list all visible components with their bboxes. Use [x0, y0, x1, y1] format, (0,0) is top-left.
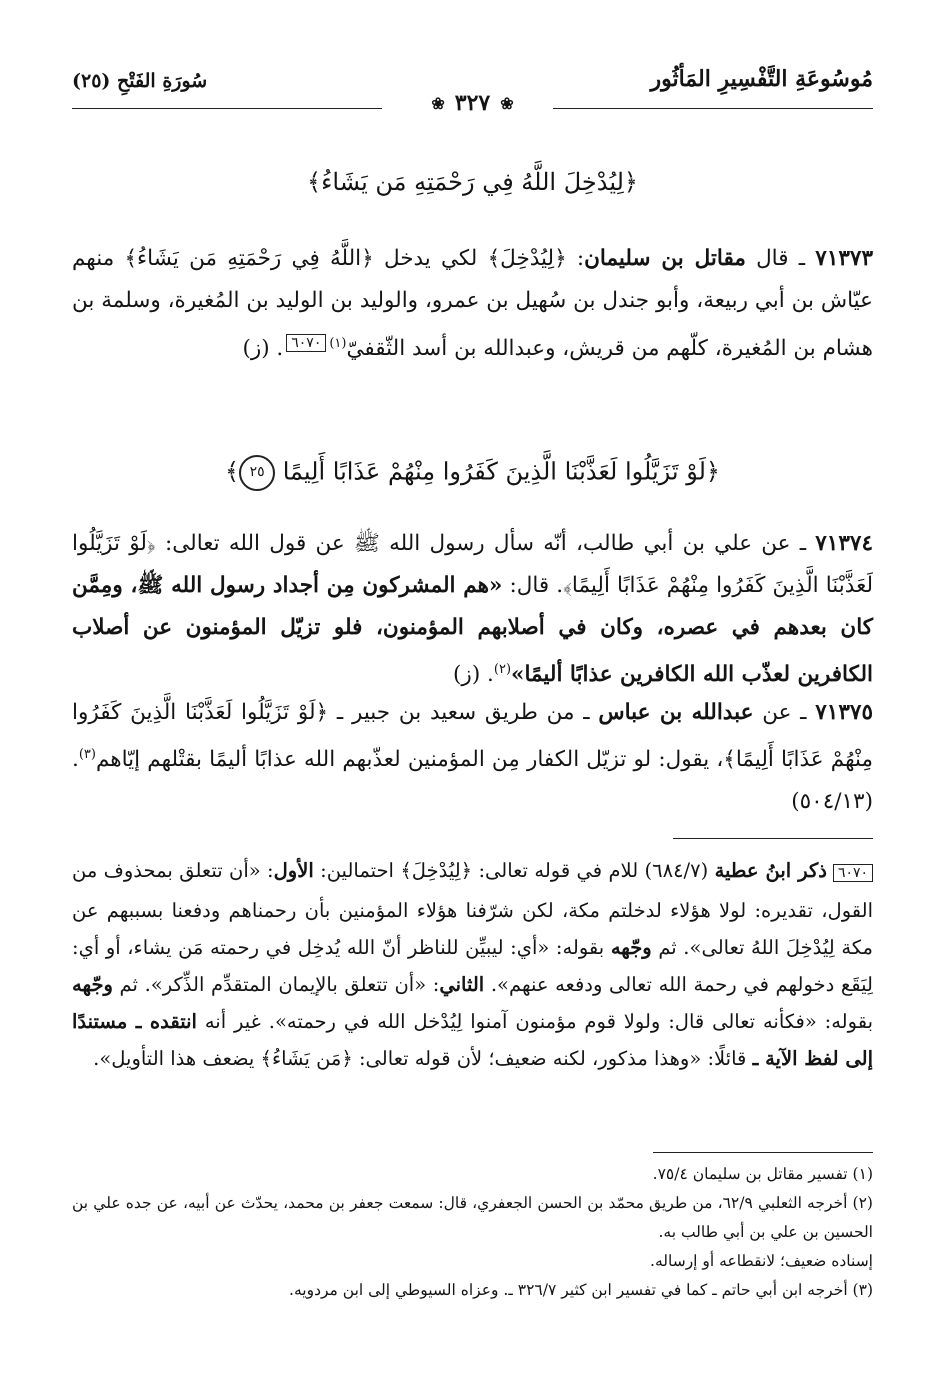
entry-text: ـ عن علي بن أبي طالب، أنّه سأل رسول الله ﷺ عن قول الله تعالى: ﴿لَوْ تَزَيَّلُوا لَعَذَّبْنَا الَّذِينَ كَفَرُوا مِنْهُمْ عَذَابًا أَلِيمًا﴾. قال: — [72, 531, 873, 598]
footnote-ref[interactable]: (٣) — [78, 747, 96, 762]
scholar-note — [72, 852, 873, 1077]
footnote-ref[interactable]: (١) — [329, 336, 347, 351]
note-text: بقوله: «أي: ليبيِّن للناظر أنّ الله يُدخِل في رحمته مَن يشاء، أو أي: لِيَقَع دخولهم في رحمة الله تعالى ودفعه عنهم». — [72, 936, 873, 996]
page-number-block — [431, 90, 513, 116]
entry-tail: . (ز) — [242, 336, 284, 362]
page-number: ٣٢٧ — [454, 90, 491, 116]
narration-entry-71373 — [72, 238, 873, 370]
section-divider — [673, 838, 873, 839]
book-title: مُوسُوعَةِ التَّفْسِيرِ المَأثُور — [650, 66, 873, 92]
narration-entry-71374 — [72, 523, 873, 696]
note-text: : «أن تتعلق بالإيمان المتقدِّم الذِّكر». ثم — [112, 973, 440, 996]
note-text: (٦٨٤/٧) للام في قوله تعالى: ﴿لِيُدْخِلَ﴾ احتمالين: — [313, 859, 715, 882]
entry-quote: «هم المشركون مِن أجداد رسول الله ﷺ، ومِمَّن كان بعدهم في عصره، وكان في أصلابهم المؤمنون، فلو تزيّل المؤمنون عن أصلاب الكافرين لعذّب الله الكافرين عذابًا أليمًا» — [72, 573, 873, 688]
ornament-icon: ❀ — [431, 93, 445, 113]
note-text: : «أن تتعلق بمحذوف من القول، تقديره: لولا هؤلاء لدخلتم مكة، لكن شرّفنا هؤلاء المؤمنين بأن رحمناهم ودفعنا بسببهم عن مكة لِيُدْخِلَ اللهُ تعالى». ثم — [72, 859, 873, 959]
verse-text: ﴿لِيُدْخِلَ اللَّهُ فِي رَحْمَتِهِ مَن يَشَاءُ﴾ — [307, 168, 638, 196]
footnote-item: (١) تفسير مقاتل بن سليمان ٧٥/٤. — [652, 1165, 873, 1183]
entry-tail: . (ز) — [453, 662, 494, 688]
ornament-icon: ❀ — [500, 93, 514, 113]
entry-number: ٧١٣٧٤ — [815, 531, 873, 556]
note-bold: وجّهه — [610, 936, 652, 959]
footnote-item: (٣) أخرجه ابن أبي حاتم ـ كما في تفسير ابن كثير ٣٢٦/٧ ـ. وعزاه السيوطي إلى ابن مردويه. — [289, 1281, 873, 1299]
note-code-box[interactable]: ٦٠٧٠ — [833, 864, 873, 882]
page-header — [72, 62, 873, 116]
entry-text: : ﴿لِيُدْخِلَ﴾ لكي يدخل ﴿اللَّهُ فِي رَحْمَتِهِ مَن يَشَاءُ﴾ منهم عيّاش بن أبي ربيعة، وأبو جندل بن سُهيل بن عمرو، والوليد بن الوليد بن المُغيرة، وسلمة بن هشام بن المُغيرة، كلّهم من قريش، وعبدالله بن أسد الثّقفيّ — [72, 246, 873, 362]
narration-entry-71375 — [72, 692, 873, 823]
entry-text: ـ من طريق سعيد بن جبير ـ ﴿لَوْ تَزَيَّلُوا لَعَذَّبْنَا الَّذِينَ كَفَرُوا مِنْهُمْ عَذَابًا أَلِيمًا﴾، يقول: لو تزيّل الكفار مِن المؤمنين لعذّبهم الله عذابًا أليمًا بقتْلهم إيّاهم — [72, 700, 873, 773]
verse-heading — [72, 455, 873, 491]
verse-heading — [72, 168, 873, 196]
entry-lead: ـ قال — [745, 246, 816, 271]
note-text: بقوله: «فكأنه تعالى قال: ولولا قوم مؤمنون آمنوا لِيُدْخل الله في رحمته». غير أنه — [196, 1010, 873, 1033]
footnote-item: إسناده ضعيف؛ لانقطاعه أو إرساله. — [650, 1252, 873, 1270]
ayah-number-marker: ٢٥ — [239, 455, 275, 491]
entry-author: مقاتل بن سليمان — [584, 246, 746, 271]
verse-text: ﴿لَوْ تَزَيَّلُوا لَعَذَّبْنَا الَّذِينَ كَفَرُوا مِنْهُمْ عَذَابًا أَلِيمًا — [282, 457, 720, 486]
header-rule-right — [553, 108, 873, 109]
header-rule-left — [72, 108, 382, 109]
surah-name: سُورَةِ الفَتْحِ (٢٥) — [72, 70, 208, 92]
note-label-second: الثاني — [439, 973, 485, 996]
footnotes-divider — [653, 1152, 873, 1153]
entry-tail: . (٥٠٤/١٣) — [72, 747, 873, 815]
note-text: قائلًا: «وهذا مذكور، لكنه ضعيف؛ لأن قوله تعالى: ﴿مَن يَشَاءُ﴾ يضعف هذا التأويل». — [93, 1047, 753, 1070]
entry-number: ٧١٣٧٣ — [815, 246, 874, 271]
entry-author: عبدالله بن عباس — [598, 700, 754, 725]
note-bold: وجّهه — [72, 973, 113, 996]
note-code-box[interactable]: ٦٠٧٠ — [286, 334, 326, 352]
entry-lead: ـ عن — [753, 700, 816, 725]
note-label-first: الأول — [273, 859, 314, 882]
footnote-ref[interactable]: (٢) — [493, 662, 512, 677]
note-bold: انتقده ـ مستندًا إلى لفظ الآية ـ — [72, 1010, 873, 1070]
footnote-item: (٢) أخرجه الثعلبي ٦٢/٩، من طريق محمّد بن الحسن الجعفري، قال: سمعت جعفر بن محمد، يحدّث عن أبيه، عن جده علي بن الحسين بن علي بن أبي طالب به. — [72, 1194, 873, 1241]
entry-number: ٧١٣٧٥ — [815, 700, 873, 725]
verse-close-bracket: ﴾ — [225, 457, 240, 486]
note-intro: ذكر — [791, 859, 827, 882]
note-scholar-name: ابنُ عطية — [714, 859, 792, 882]
footnotes — [72, 1160, 873, 1305]
